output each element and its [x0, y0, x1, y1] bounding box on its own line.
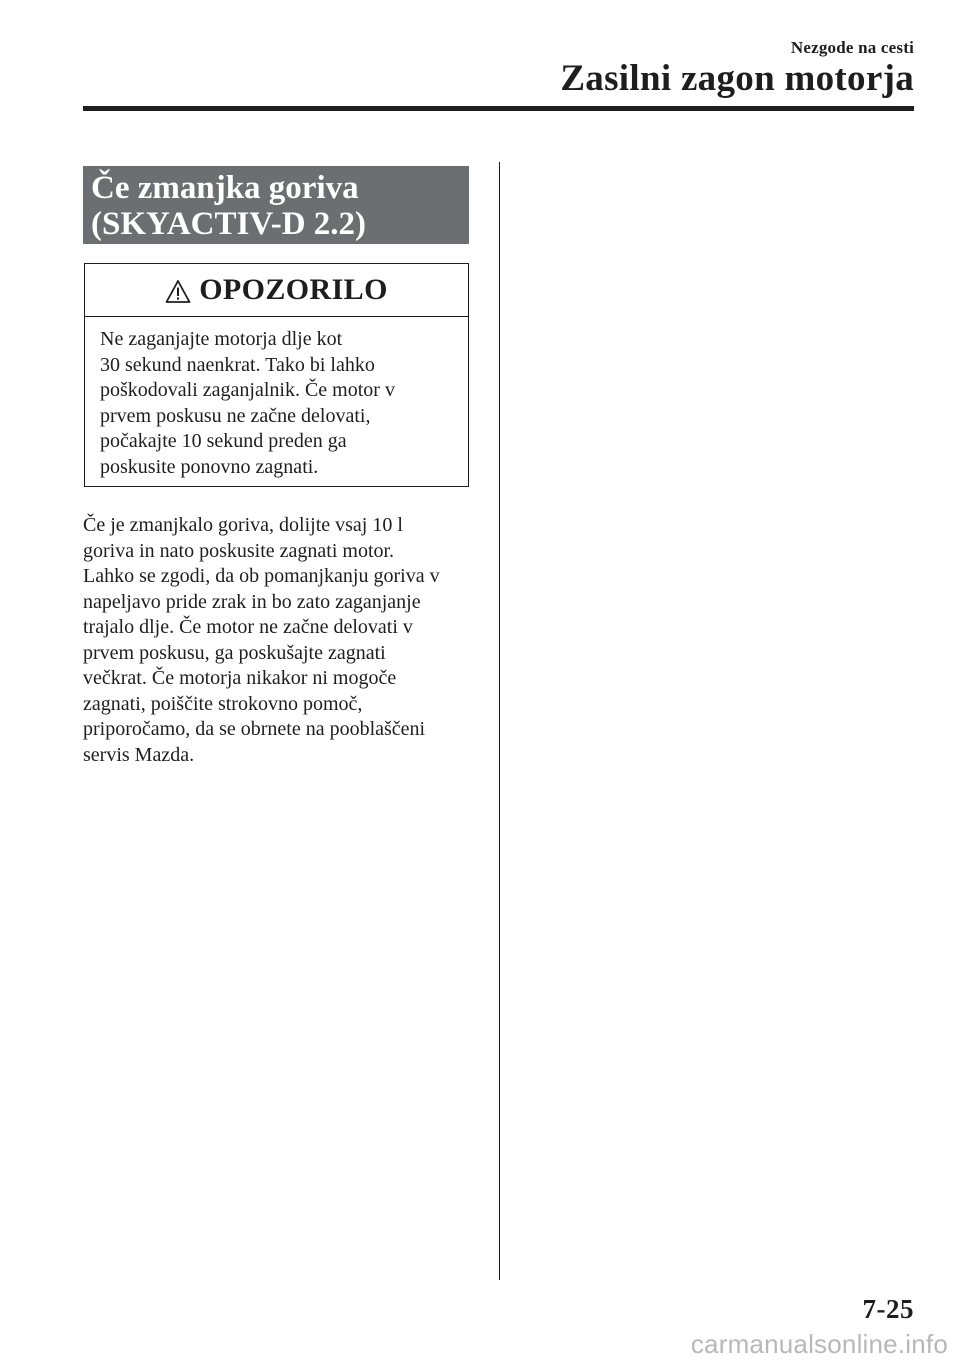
warning-box — [84, 263, 469, 487]
warning-line: prvem poskusu ne začne delovati, — [100, 404, 371, 427]
body-line: večkrat. Če motorja nikakor ni mogoče — [83, 667, 397, 689]
body-line: napeljavo pride zrak in bo zato zaganjanje — [83, 590, 421, 613]
body-line: Lahko se zgodi, da ob pomanjkanju goriva v — [83, 565, 440, 587]
chapter-label: Nezgode na cesti — [790, 38, 914, 57]
body-line: trajalo dlje. Če motor ne začne delovati v — [83, 616, 413, 638]
warning-text — [85, 317, 468, 480]
watermark: carmanualsonline.info — [690, 1329, 948, 1359]
warning-line: poškodovali zaganjalnik. Če motor v — [100, 379, 395, 401]
page-number: 7-25 — [862, 1294, 914, 1324]
section-title: Zasilni zagon motorja — [560, 58, 914, 99]
section-heading-line-1: Če zmanjka goriva — [91, 170, 359, 206]
body-paragraph — [83, 513, 483, 768]
body-line: Če je zmanjkalo goriva, dolijte vsaj 10 l — [83, 514, 403, 536]
section-heading — [83, 166, 469, 244]
warning-line: 30 sekund naenkrat. Tako bi lahko — [100, 353, 375, 376]
header-rule — [83, 106, 914, 111]
column-divider — [499, 162, 500, 1280]
body-line: priporočamo, da se obrnete na pooblaščeni — [83, 718, 426, 740]
warning-title: OPOZORILO — [199, 273, 388, 306]
body-line: goriva in nato poskusite zagnati motor. — [83, 539, 395, 562]
warning-header — [85, 264, 468, 317]
section-heading-line-2: (SKYACTIV-D 2.2) — [91, 205, 367, 242]
warning-triangle-icon — [165, 279, 191, 304]
warning-line: počakajte 10 sekund preden ga — [100, 430, 347, 452]
body-line: prvem poskusu, ga poskušajte zagnati — [83, 641, 386, 664]
warning-line: poskusite ponovno zagnati. — [100, 455, 319, 478]
warning-line: Ne zaganjajte motorja dlje kot — [100, 328, 343, 350]
body-line: zagnati, poiščite strokovno pomoč, — [83, 692, 363, 715]
body-line: servis Mazda. — [83, 743, 195, 766]
